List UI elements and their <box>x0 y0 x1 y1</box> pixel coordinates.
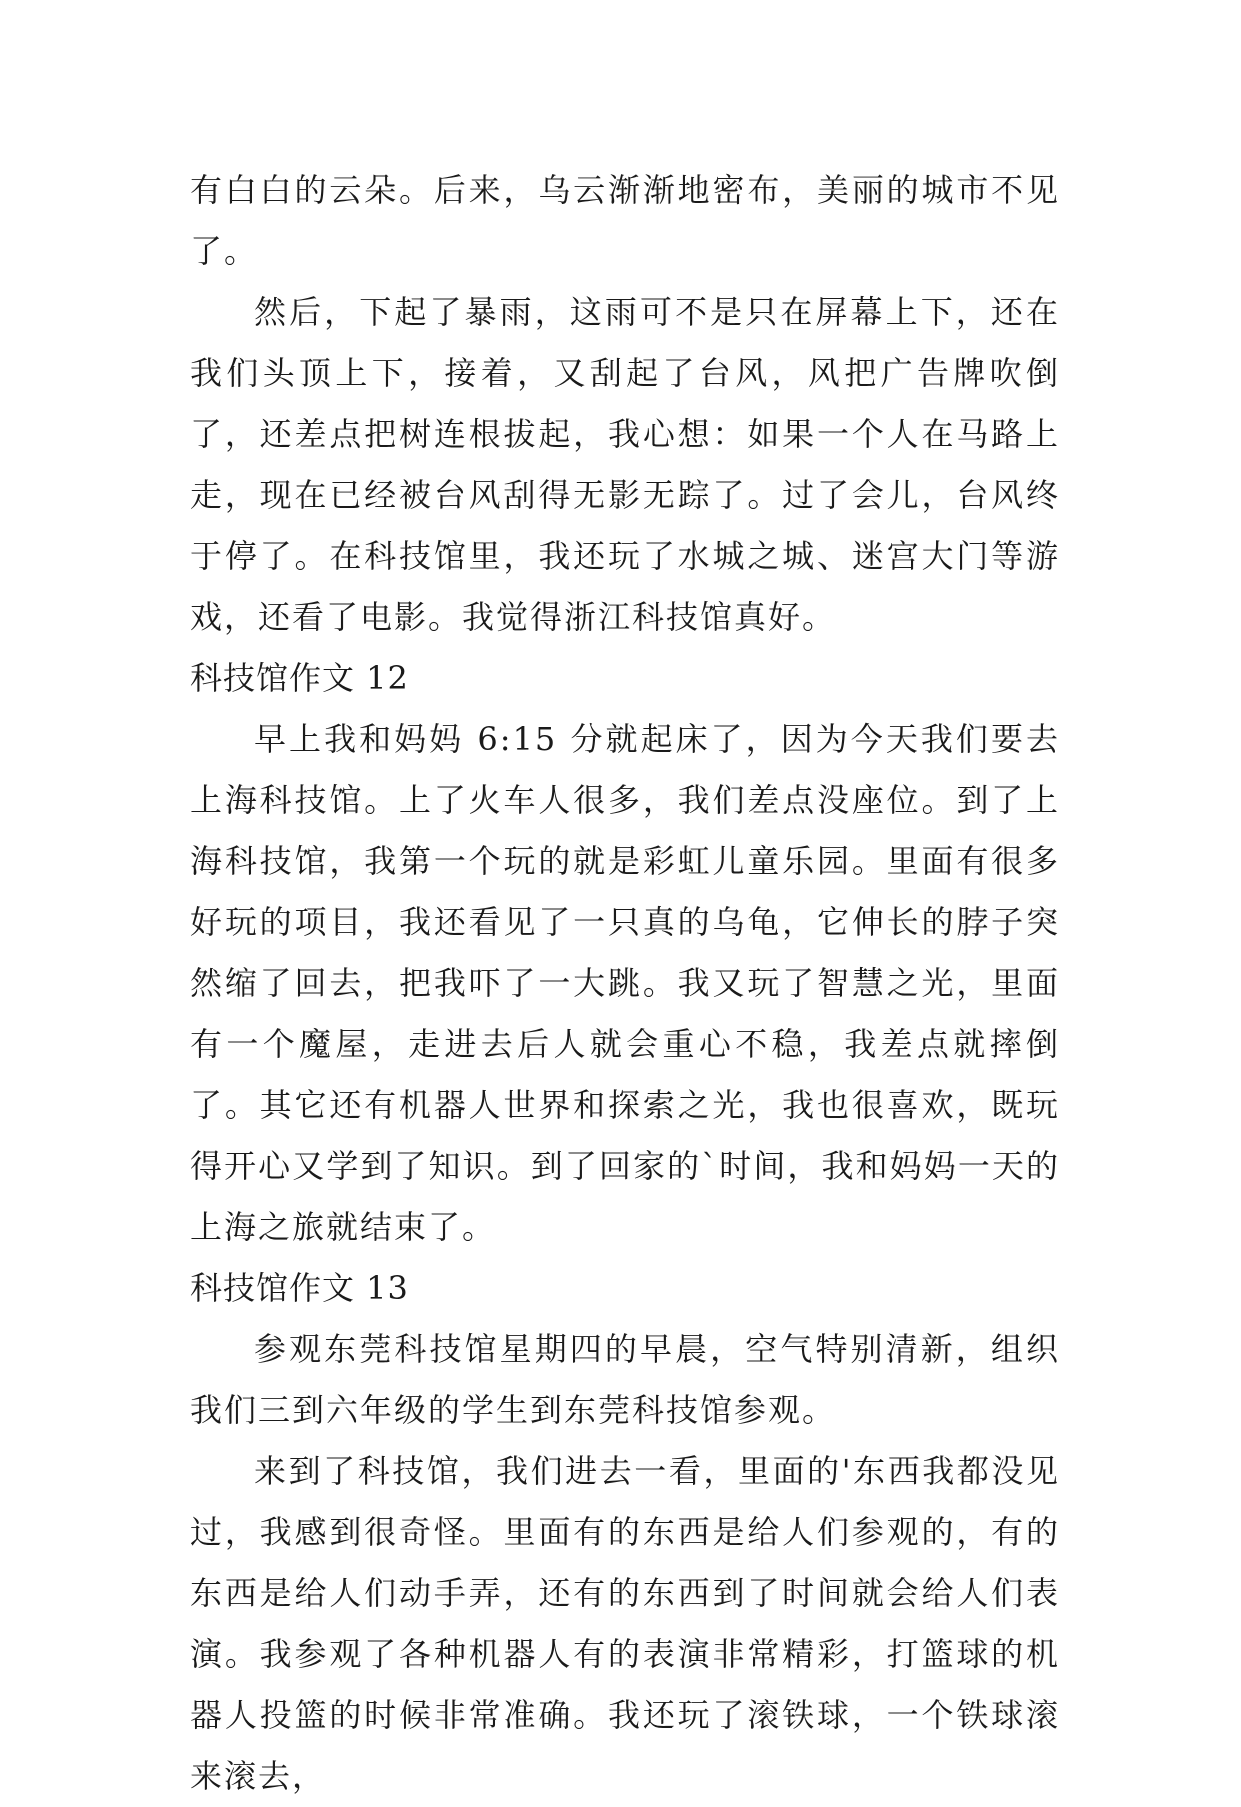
paragraph-section-13-a: 参观东莞科技馆星期四的早晨，空气特别清新，组织我们三到六年级的学生到东莞科技馆参观。 <box>190 1330 1060 1429</box>
section-title-13: 科技馆作文 13 <box>190 1269 409 1307</box>
paragraph-section-13-b: 来到了科技馆，我们进去一看，里面的'东西我都没见过，我感到很奇怪。里面有的东西是给人们参观的，有的东西是给人们动手弄，还有的东西到了时间就会给人们表演。我参观了各种机器人有的表演非常精彩，打篮球的机器人投篮的时候非常准确。我还玩了滚铁球，一个铁球滚来滚去， <box>190 1452 1060 1795</box>
paragraph-section-12: 早上我和妈妈 6:15 分就起床了，因为今天我们要去上海科技馆。上了火车人很多，我们差点没座位。到了上海科技馆，我第一个玩的就是彩虹儿童乐园。里面有很多好玩的项目，我还看见了一只真的乌龟，它伸长的脖子突然缩了回去，把我吓了一大跳。我又玩了智慧之光，里面有一个魔屋，走进去后人就会重心不稳，我差点就摔倒了。其它还有机器人世界和探索之光，我也很喜欢，既玩得开心又学到了知识。到了回家的`时间，我和妈妈一天的上海之旅就结束了。 <box>190 720 1060 1246</box>
section-title-12: 科技馆作文 12 <box>190 659 409 697</box>
document-body <box>190 160 1060 1807</box>
paragraph-storm: 然后，下起了暴雨，这雨可不是只在屏幕上下，还在我们头顶上下，接着，又刮起了台风，风把广告牌吹倒了，还差点把树连根拔起，我心想：如果一个人在马路上走，现在已经被台风刮得无影无踪了。过了会儿，台风终于停了。在科技馆里，我还玩了水城之城、迷宫大门等游戏，还看了电影。我觉得浙江科技馆真好。 <box>190 293 1060 636</box>
paragraph-continuation: 有白白的云朵。后来，乌云渐渐地密布，美丽的城市不见了。 <box>190 171 1060 270</box>
